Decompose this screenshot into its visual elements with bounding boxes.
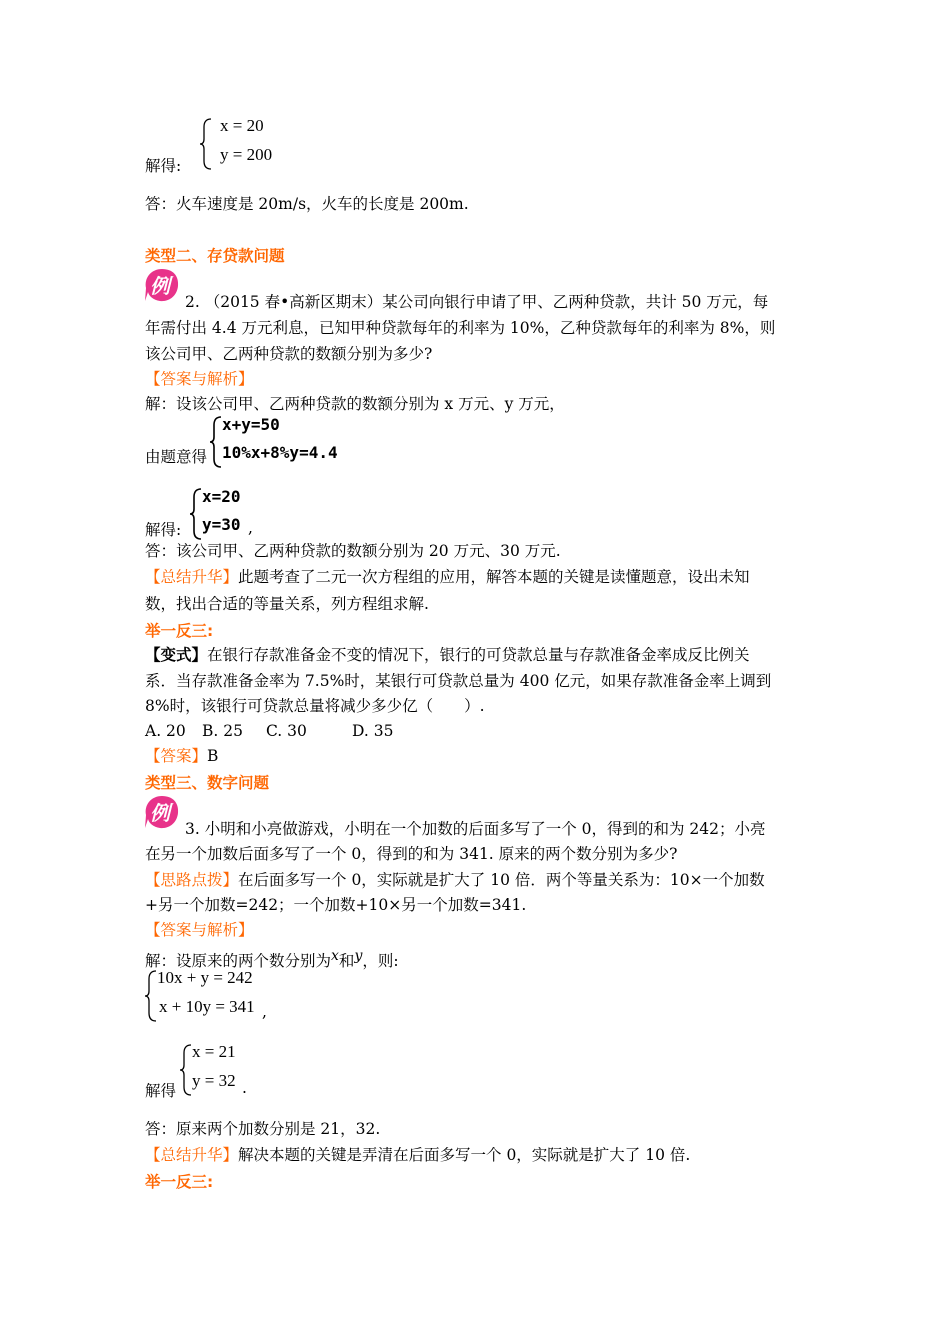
solution-mid: 和 (338, 952, 355, 971)
summary-text: 解决本题的关键是弄清在后面多写一个 0，实际就是扩大了 10 倍. (238, 1146, 691, 1164)
option-a: A. 20 (145, 722, 186, 740)
hint-line: +另一个加数=242；一个加数+10×另一个加数=341. (145, 896, 527, 914)
equation-line: 10%x+8%y=4.4 (222, 443, 338, 462)
solution-prefix: 解：设原来的两个数分别为 (145, 952, 332, 971)
equation-line: x=20 (202, 487, 241, 506)
question-line: 该公司甲、乙两种贷款的数额分别为多少? (145, 345, 433, 363)
option-b: B. 25 (202, 722, 243, 740)
var-y: y (354, 948, 363, 964)
summary-text: 此题考查了二元一次方程组的应用，解答本题的关键是读懂题意，设出未知 (238, 568, 750, 586)
question-line: 年需付出 4.4 万元利息，已知甲种贷款每年的利率为 10%，乙种贷款每年的利率为 8%，则 (145, 319, 776, 337)
equation-line: x = 21 (192, 1042, 236, 1061)
option-d: D. 35 (352, 722, 394, 740)
badge-label: 例 (150, 801, 170, 825)
variant-tag: 【变式】 (145, 645, 208, 664)
solve-label: 解得 (145, 1082, 177, 1100)
answer-text: 答：原来两个加数分别是 21，32. (145, 1120, 381, 1138)
by-problem-label: 由题意得 (145, 448, 208, 466)
system-loans-solution (190, 485, 280, 541)
section-heading: 类型二、存贷款问题 (145, 247, 285, 265)
answer-analysis-tag: 【答案与解析】 (145, 921, 254, 939)
equation-line: 10x + y = 242 (157, 968, 253, 987)
punctuation: , (262, 1003, 267, 1021)
variant-line: 系．当存款准备金率为 7.5%时，某银行可贷款总量为 400 亿元，如果存款准备金率上调到 (145, 672, 772, 690)
answer-analysis-tag: 【答案与解析】 (145, 370, 254, 388)
answer-tag: 【答案】 (145, 747, 208, 765)
var-x: x (331, 948, 339, 964)
equation-line: x + 10y = 341 (159, 997, 255, 1016)
punctuation: . (242, 1079, 247, 1097)
summary-tag: 【总结升华】 (145, 1146, 239, 1164)
hint-tag: 【思路点拨】 (145, 871, 239, 889)
hint-text: 在后面多写一个 0，实际就是扩大了 10 倍．两个等量关系为：10×一个加数 (238, 871, 765, 889)
system-solution-train (200, 114, 300, 174)
equation-line: x = 20 (220, 116, 264, 135)
answer-text: 答：火车速度是 20m/s，火车的长度是 200m. (145, 195, 469, 213)
badge-label: 例 (150, 274, 170, 298)
solve-label: 解得: (145, 521, 182, 539)
solution-suffix: ，则: (362, 952, 399, 971)
hint-paragraph (145, 870, 765, 890)
example-badge-icon (143, 266, 181, 304)
summary-paragraph (145, 1145, 690, 1165)
system-numbers-solution (180, 1040, 280, 1098)
question-line: 在另一个加数后面多写了一个 0，得到的和为 341. 原来的两个数分别为多少? (145, 845, 678, 863)
answer-line (145, 746, 218, 766)
variant-paragraph (145, 645, 750, 665)
variant-text: 在银行存款准备金不变的情况下，银行的可贷款总量与存款准备金率成反比例关 (207, 646, 750, 664)
summary-line: 数，找出合适的等量关系，列方程组求解. (145, 595, 429, 613)
equation-line: y = 200 (220, 145, 273, 164)
variant-line: 8%时，该银行可贷款总量将减少多少亿（ ）. (145, 697, 485, 715)
question-line: 2. （2015 春•高新区期末）某公司向银行申请了甲、乙两种贷款，共计 50 万元，每 (185, 293, 769, 311)
answer-value: B (207, 747, 219, 765)
system-numbers (145, 966, 285, 1024)
practice-heading: 举一反三: (145, 1173, 214, 1191)
system-loans (210, 413, 350, 469)
practice-heading: 举一反三: (145, 622, 214, 640)
question-line: 3. 小明和小亮做游戏，小明在一个加数的后面多写了一个 0，得到的和为 242；小亮 (185, 820, 766, 838)
example-badge-icon (143, 793, 181, 831)
equation-line: y = 32 (192, 1071, 236, 1090)
equation-line: x+y=50 (222, 415, 280, 434)
summary-tag: 【总结升华】 (145, 568, 239, 586)
solution-line: 解：设该公司甲、乙两种贷款的数额分别为 x 万元、y 万元， (145, 395, 565, 413)
equation-line: y=30 (202, 515, 241, 534)
section-heading: 类型三、数字问题 (145, 774, 270, 792)
punctuation: , (248, 519, 253, 537)
summary-paragraph (145, 567, 750, 587)
answer-text: 答：该公司甲、乙两种贷款的数额分别为 20 万元、30 万元. (145, 542, 561, 560)
left-brace-icon (200, 117, 214, 171)
solve-label: 解得: (145, 157, 182, 175)
option-c: C. 30 (266, 722, 307, 740)
